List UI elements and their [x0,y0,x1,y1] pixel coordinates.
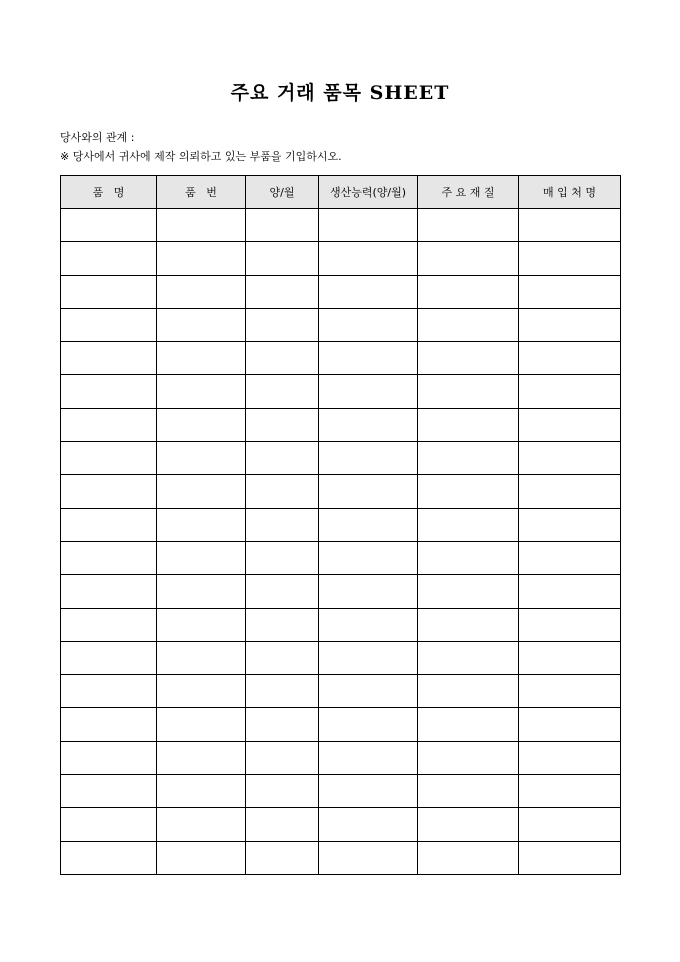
cell-part-name[interactable] [61,608,157,641]
cell-production-capacity[interactable] [319,375,418,408]
cell-part-number[interactable] [157,209,246,242]
cell-supplier-name[interactable] [519,308,621,341]
cell-production-capacity[interactable] [319,608,418,641]
cell-part-name[interactable] [61,508,157,541]
table-row [61,375,621,408]
cell-production-capacity[interactable] [319,408,418,441]
page-title: 주요 거래 품목 SHEET [230,82,450,104]
table-row [61,209,621,242]
cell-part-number[interactable] [157,308,246,341]
instruction-note: ※ 당사에서 귀사에 제작 의뢰하고 있는 부품을 기입하시오. [60,150,342,163]
cell-part-number[interactable] [157,575,246,608]
cell-main-material[interactable] [418,308,519,341]
cell-monthly-quantity[interactable] [246,541,319,574]
cell-main-material[interactable] [418,675,519,708]
cell-monthly-quantity[interactable] [246,775,319,808]
cell-main-material[interactable] [418,641,519,674]
table-row [61,442,621,475]
cell-monthly-quantity[interactable] [246,608,319,641]
cell-supplier-name[interactable] [519,275,621,308]
cell-supplier-name[interactable] [519,675,621,708]
cell-monthly-quantity[interactable] [246,375,319,408]
cell-part-number[interactable] [157,342,246,375]
table-row [61,342,621,375]
cell-part-number[interactable] [157,608,246,641]
cell-part-name[interactable] [61,841,157,874]
table-row [61,775,621,808]
cell-supplier-name[interactable] [519,541,621,574]
cell-part-number[interactable] [157,242,246,275]
table-row [61,541,621,574]
header-monthly-quantity: 양/월 [246,176,319,209]
table-row [61,741,621,774]
table-row [61,808,621,841]
cell-main-material[interactable] [418,442,519,475]
cell-part-number[interactable] [157,708,246,741]
cell-monthly-quantity[interactable] [246,475,319,508]
cell-main-material[interactable] [418,741,519,774]
cell-supplier-name[interactable] [519,775,621,808]
cell-supplier-name[interactable] [519,608,621,641]
cell-main-material[interactable] [418,508,519,541]
table-row [61,275,621,308]
cell-supplier-name[interactable] [519,408,621,441]
cell-part-number[interactable] [157,275,246,308]
cell-main-material[interactable] [418,608,519,641]
cell-part-name[interactable] [61,442,157,475]
table-row [61,408,621,441]
cell-production-capacity[interactable] [319,308,418,341]
cell-main-material[interactable] [418,475,519,508]
cell-main-material[interactable] [418,209,519,242]
cell-supplier-name[interactable] [519,841,621,874]
cell-monthly-quantity[interactable] [246,342,319,375]
cell-part-number[interactable] [157,641,246,674]
cell-part-number[interactable] [157,541,246,574]
cell-supplier-name[interactable] [519,741,621,774]
table-row [61,475,621,508]
cell-supplier-name[interactable] [519,575,621,608]
cell-part-name[interactable] [61,541,157,574]
cell-supplier-name[interactable] [519,641,621,674]
cell-production-capacity[interactable] [319,741,418,774]
cell-part-number[interactable] [157,675,246,708]
cell-production-capacity[interactable] [319,342,418,375]
cell-part-number[interactable] [157,508,246,541]
cell-part-name[interactable] [61,708,157,741]
cell-supplier-name[interactable] [519,209,621,242]
table-row [61,508,621,541]
cell-production-capacity[interactable] [319,475,418,508]
cell-part-name[interactable] [61,808,157,841]
cell-main-material[interactable] [418,708,519,741]
cell-production-capacity[interactable] [319,242,418,275]
cell-production-capacity[interactable] [319,575,418,608]
table-row [61,575,621,608]
cell-supplier-name[interactable] [519,808,621,841]
cell-part-name[interactable] [61,475,157,508]
cell-part-name[interactable] [61,675,157,708]
cell-production-capacity[interactable] [319,275,418,308]
table-row [61,242,621,275]
cell-part-name[interactable] [61,375,157,408]
cell-supplier-name[interactable] [519,475,621,508]
cell-part-number[interactable] [157,775,246,808]
header-part-number: 품 번 [157,176,246,209]
table-row [61,675,621,708]
cell-monthly-quantity[interactable] [246,275,319,308]
cell-part-name[interactable] [61,741,157,774]
cell-part-number[interactable] [157,808,246,841]
cell-supplier-name[interactable] [519,342,621,375]
cell-monthly-quantity[interactable] [246,841,319,874]
cell-part-number[interactable] [157,841,246,874]
cell-main-material[interactable] [418,808,519,841]
cell-monthly-quantity[interactable] [246,508,319,541]
cell-main-material[interactable] [418,275,519,308]
cell-part-name[interactable] [61,275,157,308]
header-production-capacity: 생산능력(양/월) [319,176,418,209]
cell-production-capacity[interactable] [319,841,418,874]
cell-monthly-quantity[interactable] [246,741,319,774]
header-main-material: 주 요 재 질 [418,176,519,209]
cell-production-capacity[interactable] [319,508,418,541]
cell-monthly-quantity[interactable] [246,442,319,475]
cell-monthly-quantity[interactable] [246,242,319,275]
parts-table [60,175,621,875]
table-row [61,641,621,674]
cell-production-capacity[interactable] [319,442,418,475]
cell-main-material[interactable] [418,775,519,808]
cell-main-material[interactable] [418,841,519,874]
cell-part-name[interactable] [61,342,157,375]
cell-main-material[interactable] [418,541,519,574]
cell-production-capacity[interactable] [319,708,418,741]
cell-part-number[interactable] [157,408,246,441]
cell-monthly-quantity[interactable] [246,209,319,242]
cell-part-number[interactable] [157,475,246,508]
cell-production-capacity[interactable] [319,775,418,808]
cell-supplier-name[interactable] [519,375,621,408]
table-row [61,308,621,341]
cell-part-number[interactable] [157,741,246,774]
cell-supplier-name[interactable] [519,708,621,741]
table-row [61,841,621,874]
cell-production-capacity[interactable] [319,541,418,574]
table-header-row [61,176,621,209]
cell-main-material[interactable] [418,242,519,275]
table-row [61,608,621,641]
cell-monthly-quantity[interactable] [246,641,319,674]
header-part-name: 품 명 [61,176,157,209]
cell-monthly-quantity[interactable] [246,808,319,841]
header-supplier-name: 매 입 처 명 [519,176,621,209]
cell-part-number[interactable] [157,375,246,408]
cell-monthly-quantity[interactable] [246,575,319,608]
cell-monthly-quantity[interactable] [246,708,319,741]
relation-label: 당사와의 관계 : [60,131,135,144]
cell-part-name[interactable] [61,408,157,441]
cell-part-name[interactable] [61,209,157,242]
cell-monthly-quantity[interactable] [246,308,319,341]
cell-main-material[interactable] [418,375,519,408]
cell-production-capacity[interactable] [319,641,418,674]
cell-supplier-name[interactable] [519,508,621,541]
cell-monthly-quantity[interactable] [246,408,319,441]
cell-part-name[interactable] [61,775,157,808]
cell-part-number[interactable] [157,442,246,475]
cell-production-capacity[interactable] [319,209,418,242]
cell-supplier-name[interactable] [519,242,621,275]
cell-part-name[interactable] [61,641,157,674]
cell-production-capacity[interactable] [319,675,418,708]
cell-main-material[interactable] [418,342,519,375]
cell-part-name[interactable] [61,575,157,608]
cell-main-material[interactable] [418,575,519,608]
cell-part-name[interactable] [61,242,157,275]
cell-monthly-quantity[interactable] [246,675,319,708]
cell-part-name[interactable] [61,308,157,341]
table-row [61,708,621,741]
cell-supplier-name[interactable] [519,442,621,475]
cell-main-material[interactable] [418,408,519,441]
cell-production-capacity[interactable] [319,808,418,841]
